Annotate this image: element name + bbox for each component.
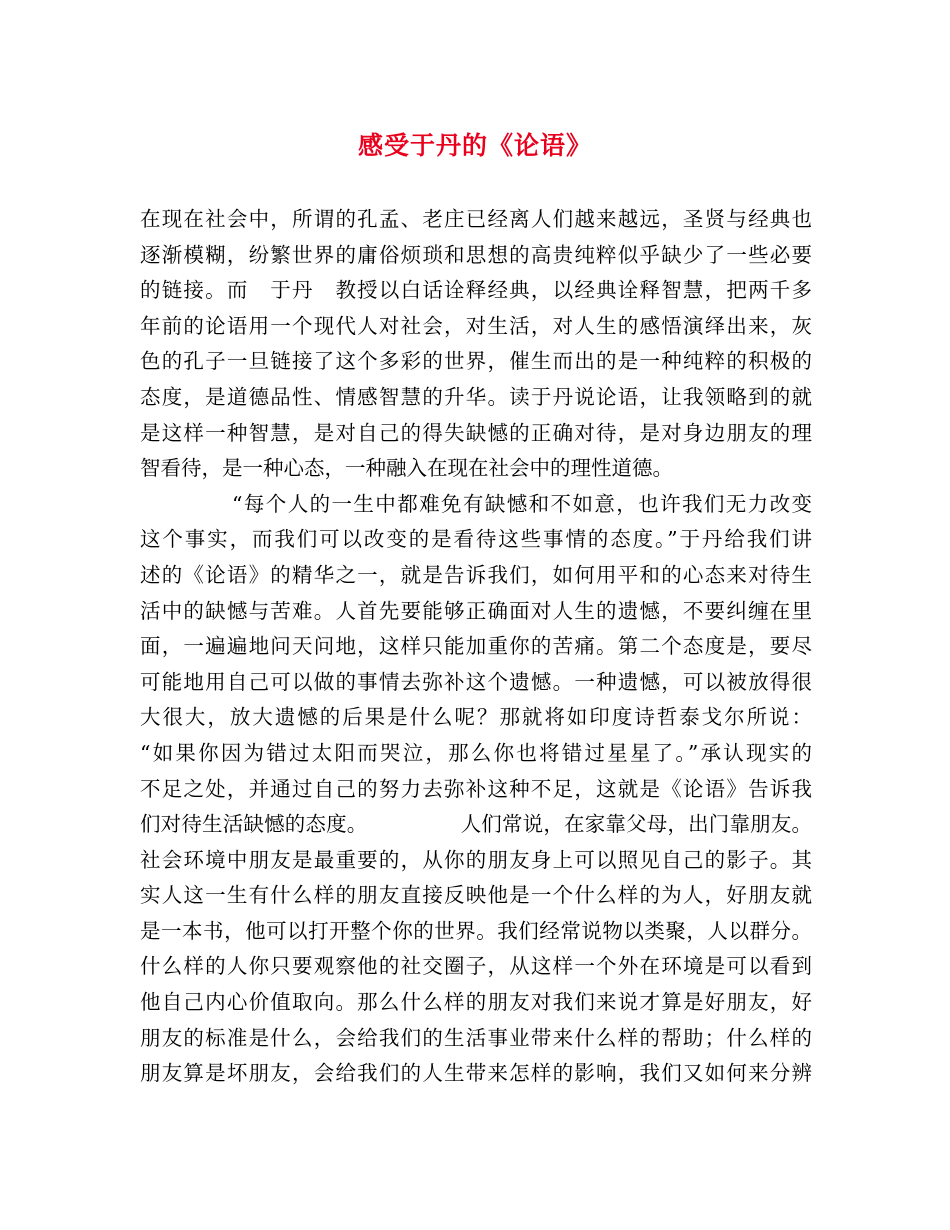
text-line: 活中的缺憾与苦难。人首先要能够正确面对人生的遗憾，不要纠缠在里	[140, 598, 812, 623]
text-line: 社会环境中朋友是最重要的，从你的朋友身上可以照见自己的影子。其	[140, 847, 812, 872]
text-line: 不足之处，并通过自己的努力去弥补这种不足，这就是《论语》告诉我	[140, 776, 812, 801]
text-line: 朋友的标准是什么，会给我们的生活事业带来什么样的帮助；什么样的	[140, 1025, 812, 1050]
text-line: 在现在社会中，所谓的孔孟、老庄已经离人们越来越远，圣贤与经典也	[140, 207, 812, 231]
text-line: 可能地用自己可以做的事情去弥补这个遗憾。一种遗憾，可以被放得很	[140, 669, 812, 694]
text-line: 这个事实，而我们可以改变的是看待这些事情的态度。”于丹给我们讲	[140, 527, 812, 552]
text-line: 述的《论语》的精华之一，就是告诉我们，如何用平和的心态来对待生	[140, 562, 812, 587]
text-line: 实人这一生有什么样的朋友直接反映他是一个什么样的为人，好朋友就	[140, 883, 812, 908]
text-line: 色的孔子一旦链接了这个多彩的世界，催生而出的是一种纯粹的积极的	[140, 349, 812, 374]
text-line: “如果你因为错过太阳而哭泣，那么你也将错过星星了。”承认现实的	[140, 740, 812, 765]
text-line: 什么样的人你只要观察他的社交圈子，从这样一个外在环境是可以看到	[140, 954, 812, 979]
text-line: 大很大，放大遗憾的后果是什么呢？那就将如印度诗哲泰戈尔所说：	[140, 705, 812, 730]
text-line: 年前的论语用一个现代人对社会，对生活，对人生的感悟演绎出来，灰	[140, 313, 812, 338]
text-line: 面，一遍遍地问天问地，这样只能加重你的苦痛。第二个态度是，要尽	[140, 634, 812, 659]
text-line: 态度，是道德品性、情感智慧的升华。读于丹说论语，让我领略到的就	[140, 384, 812, 409]
text-line: 的链接。而 于丹 教授以白话诠释经典，以经典诠释智慧，把两千多	[140, 278, 812, 303]
text-line: “每个人的一生中都难免有缺憾和不如意，也许我们无力改变	[232, 491, 812, 516]
text-line: 他自己内心价值取向。那么什么样的朋友对我们来说才算是好朋友，好	[140, 990, 812, 1015]
text-line: 们对待生活缺憾的态度。 人们常说，在家靠父母，出门靠朋友。	[140, 812, 812, 837]
text-line: 智看待，是一种心态，一种融入在现在社会中的理性道德。	[140, 456, 673, 481]
text-line: 朋友算是坏朋友，会给我们的人生带来怎样的影响，我们又如何来分辨	[140, 1061, 812, 1086]
document-body	[140, 202, 812, 1092]
text-line: 是一本书，他可以打开整个你的世界。我们经常说物以类聚，人以群分。	[140, 918, 812, 943]
document-title: 感受于丹的《论语》	[357, 131, 592, 160]
text-line: 逐渐模糊，纷繁世界的庸俗烦琐和思想的高贵纯粹似乎缺少了一些必要	[140, 242, 812, 267]
text-line: 是这样一种智慧，是对自己的得失缺憾的正确对待，是对身边朋友的理	[140, 420, 812, 445]
